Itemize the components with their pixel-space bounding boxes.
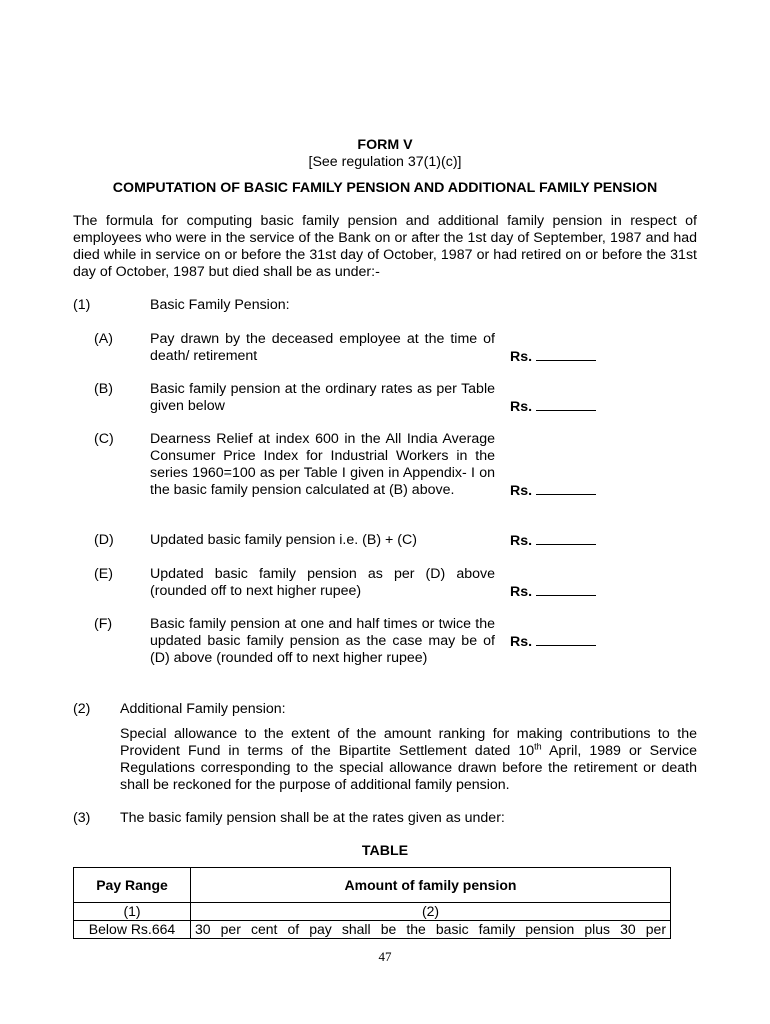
item-text-b: Basic family pension at the ordinary rates as per Table given below xyxy=(150,381,495,414)
item-text-a: Pay drawn by the deceased employee at the time of death/ retirement xyxy=(150,331,495,364)
amount-field-f xyxy=(510,633,596,651)
item-text-c: Dearness Relief at index 600 in the All India Average Consumer Price Index for Industrial Workers in the series 1960=100 as per Table I given in Appendix- I on the basic family pension calculated at (B) above. xyxy=(150,431,495,498)
amount-field-c xyxy=(510,482,596,500)
header-pay-range: Pay Range xyxy=(74,868,191,903)
cell-amount: 30 per cent of pay shall be the basic family pension plus 30 per xyxy=(191,921,671,939)
section2-text-before: Special allowance to the extent of the amount ranking for making contributions to the Provident Fund in terms of the Bipartite Settlement dated 10 xyxy=(120,726,697,759)
table-row xyxy=(74,921,671,939)
table-caption: TABLE xyxy=(361,843,409,859)
item-label-a: (A) xyxy=(94,331,113,347)
col-number-2: (2) xyxy=(191,903,671,921)
blank-line xyxy=(536,398,596,411)
document-heading: COMPUTATION OF BASIC FAMILY PENSION AND ADDITIONAL FAMILY PENSION xyxy=(112,180,658,196)
header-amount: Amount of family pension xyxy=(191,868,671,903)
table-header-row xyxy=(74,868,671,903)
amount-field-a xyxy=(510,348,596,366)
item-text-f: Basic family pension at one and half times or twice the updated basic family pension as the case may be of (D) above (rounded off to next higher rupee) xyxy=(150,616,495,666)
section3-text: The basic family pension shall be at the rates given as under: xyxy=(120,810,505,826)
ordinal-suffix: th xyxy=(534,741,542,752)
item-label-c: (C) xyxy=(94,431,114,447)
amount-field-b xyxy=(510,398,596,416)
blank-line xyxy=(536,532,596,545)
rs-label: Rs. xyxy=(510,399,533,415)
blank-line xyxy=(536,633,596,646)
item-text-e: Updated basic family pension as per (D) above (rounded off to next higher rupee) xyxy=(150,566,495,599)
blank-line xyxy=(536,348,596,361)
col-number-1: (1) xyxy=(74,903,191,921)
amount-field-d xyxy=(510,532,596,550)
section2-number: (2) xyxy=(73,701,91,717)
rs-label: Rs. xyxy=(510,634,533,650)
table-column-number-row xyxy=(74,903,671,921)
form-title: FORM V xyxy=(357,137,413,153)
item-label-b: (B) xyxy=(94,381,113,397)
item-label-f: (F) xyxy=(94,616,113,632)
rs-label: Rs. xyxy=(510,349,533,365)
blank-line xyxy=(536,482,596,495)
intro-paragraph: The formula for computing basic family pension and additional family pension in respect of employees who were in the service of the Bank on or after the 1st day of September, 1987 and had died while in service on or before the 31st day of October, 1987 or had retired on or before the 31st day of October, 1987 but died shall be as under:- xyxy=(73,213,697,280)
regulation-reference: [See regulation 37(1)(c)] xyxy=(308,154,462,170)
section2-paragraph xyxy=(120,726,697,794)
rs-label: Rs. xyxy=(510,533,533,549)
rs-label: Rs. xyxy=(510,584,533,600)
cell-pay-range: Below Rs.664 xyxy=(74,921,191,939)
rs-label: Rs. xyxy=(510,483,533,499)
item-text-d: Updated basic family pension i.e. (B) + (C) xyxy=(150,532,417,548)
amount-field-e xyxy=(510,583,596,601)
section2-title: Additional Family pension: xyxy=(120,701,286,717)
section2-text-after: April, 1989 or Service Regulations corresponding to the special allowance drawn before the retirement or death shall be reckoned for the purpose of additional family pension. xyxy=(120,743,697,793)
section1-title: Basic Family Pension: xyxy=(150,297,290,313)
item-label-e: (E) xyxy=(94,566,113,582)
section1-number: (1) xyxy=(73,297,91,313)
pension-table xyxy=(73,867,671,939)
item-label-d: (D) xyxy=(94,532,114,548)
section3-number: (3) xyxy=(73,810,91,826)
page-number: 47 xyxy=(378,949,392,964)
blank-line xyxy=(536,583,596,596)
